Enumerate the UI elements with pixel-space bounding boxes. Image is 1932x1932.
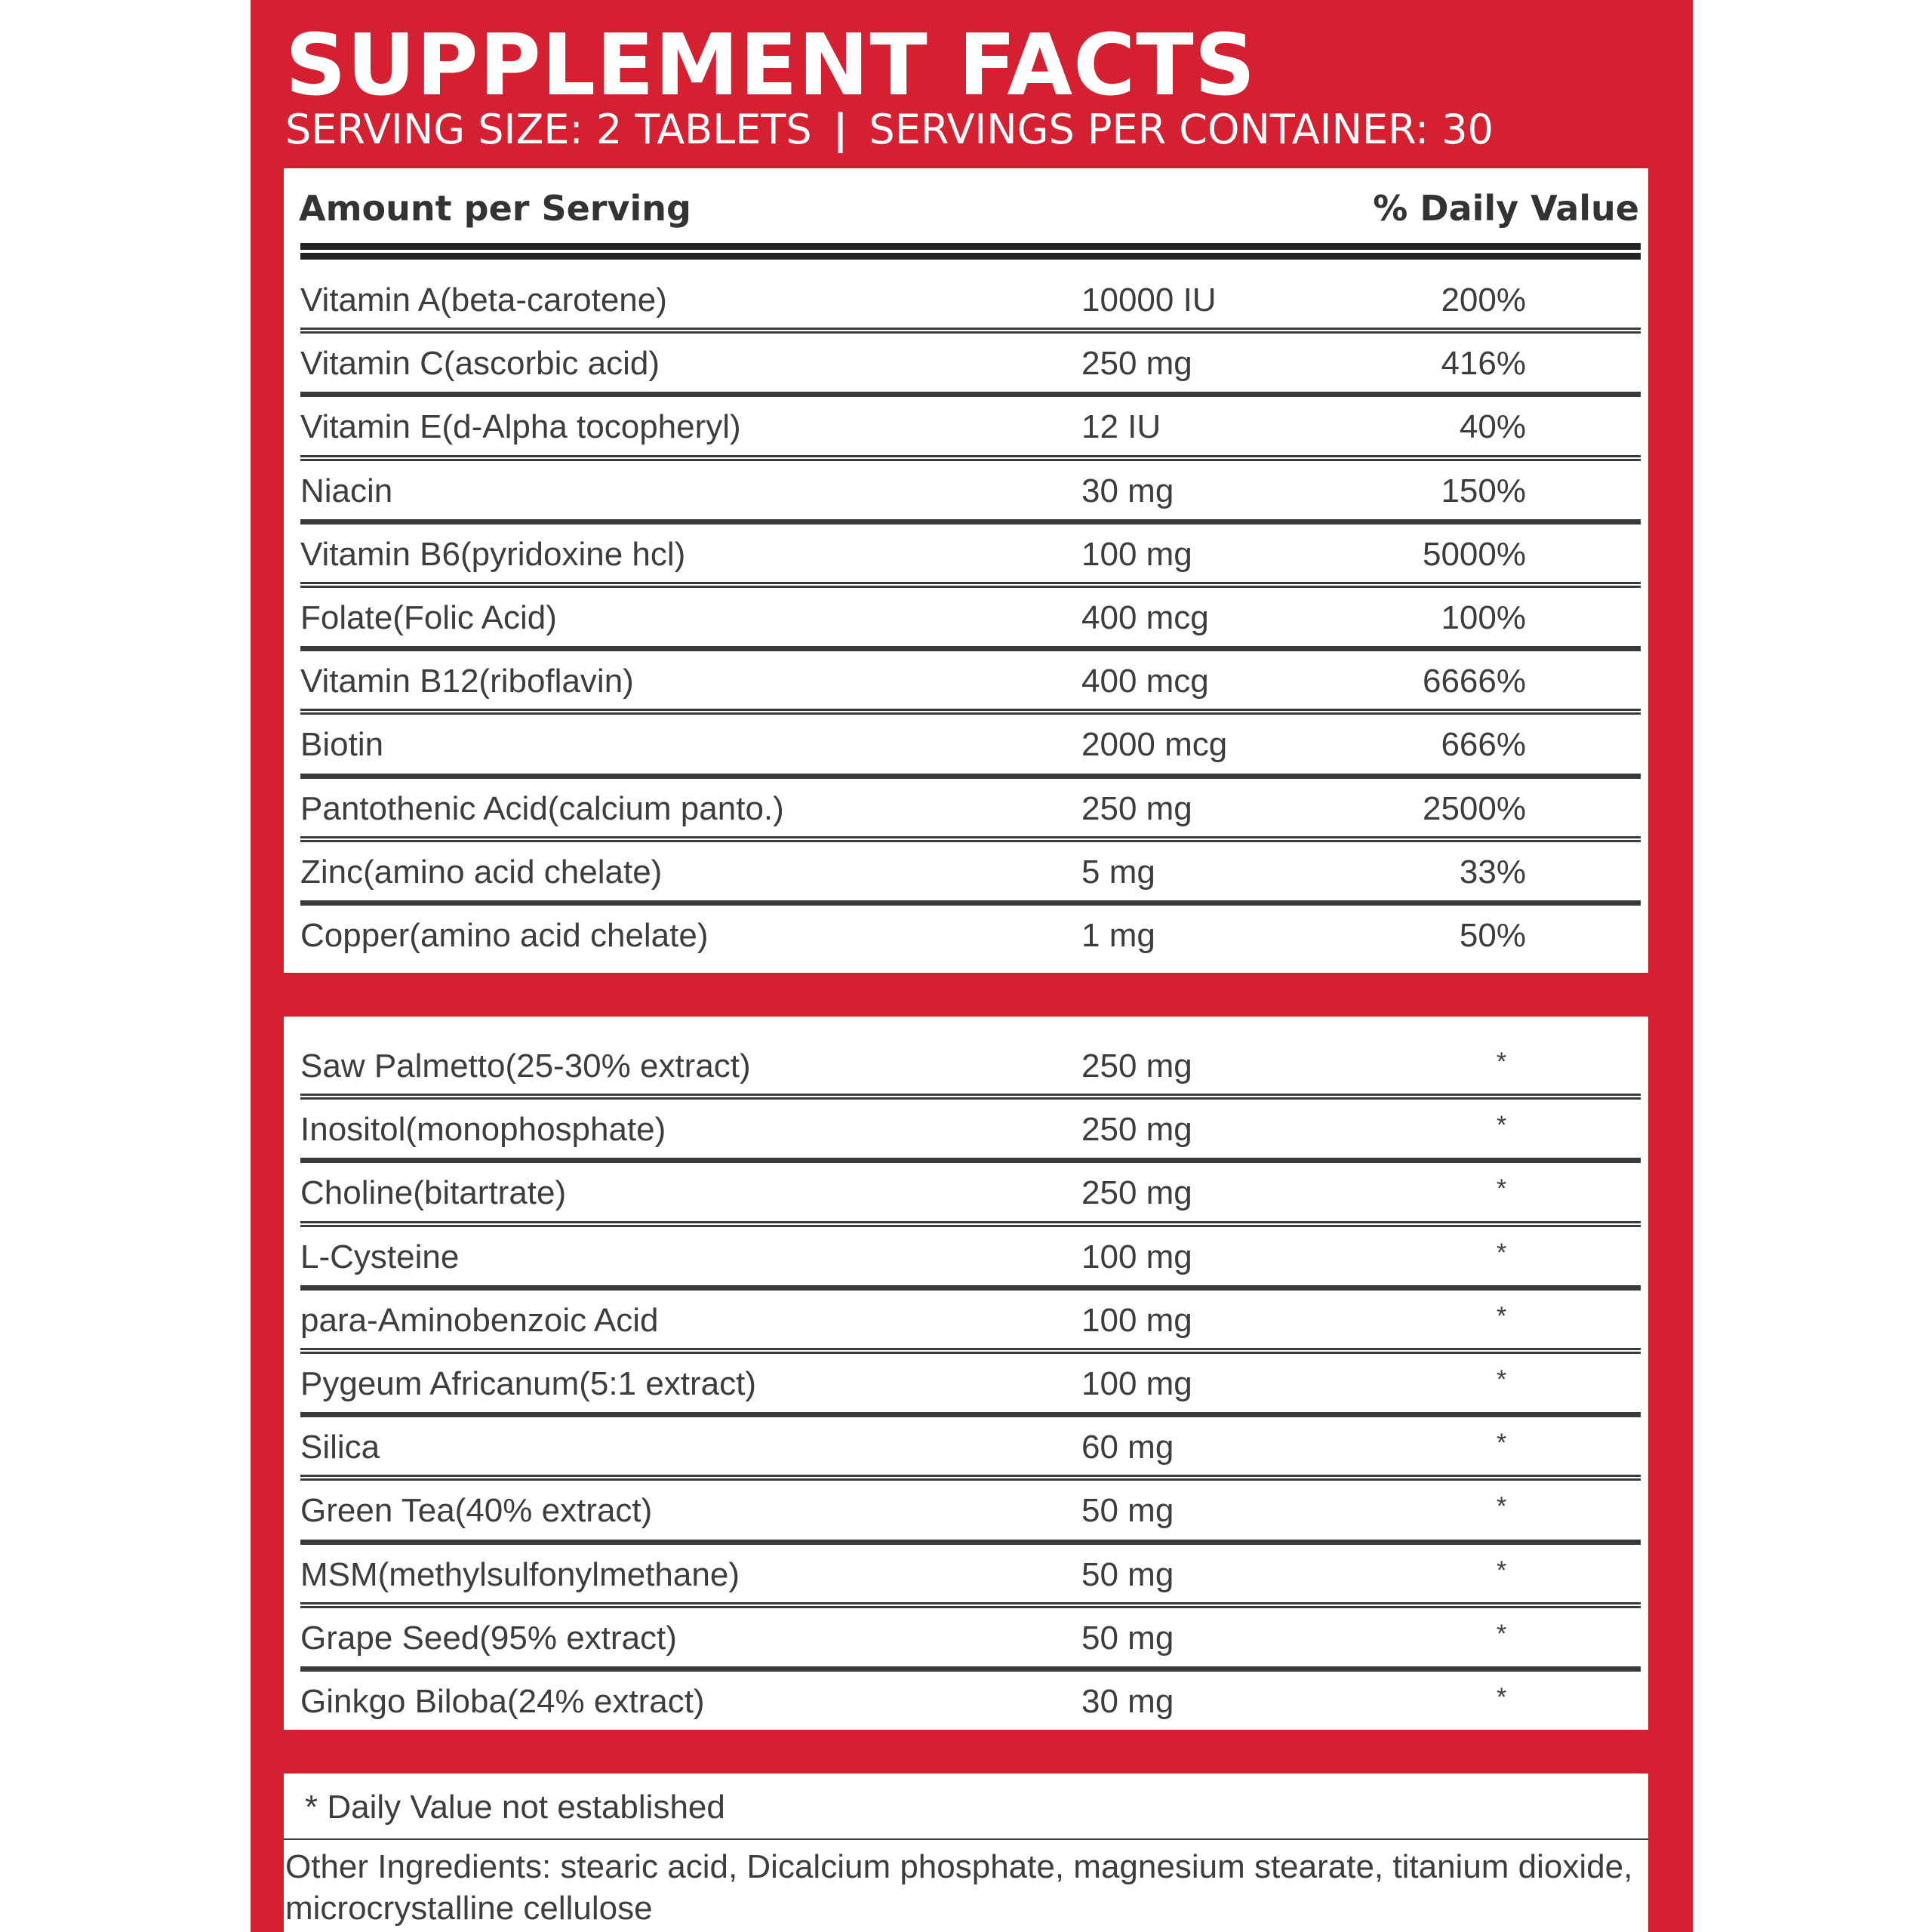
ingredient-amount: 250 mg: [1081, 789, 1192, 827]
ingredient-name: Vitamin A(beta-carotene): [300, 281, 667, 318]
vitamins-table: [284, 168, 1648, 973]
ingredient-daily-value: *: [1497, 1364, 1507, 1394]
ingredient-name: Biotin: [300, 726, 384, 764]
serving-info: [285, 106, 1494, 154]
servings-per-container: SERVINGS PER CONTAINER: 30: [869, 106, 1494, 153]
ingredient-daily-value: 33%: [1459, 853, 1526, 891]
ingredient-amount: 100 mg: [1081, 1301, 1192, 1339]
table-row: [300, 779, 1641, 842]
ingredient-amount: 100 mg: [1081, 535, 1192, 573]
ingredient-amount: 400 mcg: [1081, 598, 1209, 636]
ingredient-daily-value: 2500%: [1422, 789, 1526, 827]
ingredient-amount: 5 mg: [1081, 853, 1155, 891]
ingredient-daily-value: 416%: [1441, 345, 1526, 383]
footnote-box: [284, 1774, 1648, 1932]
ingredient-name: para-Aminobenzoic Acid: [300, 1301, 659, 1339]
ingredient-daily-value: 100%: [1441, 598, 1526, 636]
ingredient-name: MSM(methylsulfonylmethane): [300, 1555, 740, 1593]
table-row: [300, 1291, 1641, 1354]
ingredient-name: L-Cysteine: [300, 1238, 460, 1275]
ingredient-amount: 2000 mcg: [1081, 726, 1228, 764]
ingredient-daily-value: *: [1497, 1111, 1507, 1140]
ingredient-amount: 250 mg: [1081, 1111, 1192, 1149]
ingredient-daily-value: 6666%: [1422, 663, 1526, 700]
ingredient-amount: 50 mg: [1081, 1619, 1174, 1657]
header-divider: [300, 243, 1641, 260]
table-row: [300, 715, 1641, 778]
ingredient-name: Folate(Folic Acid): [300, 598, 557, 636]
ingredient-name: Green Tea(40% extract): [300, 1492, 653, 1530]
ingredient-daily-value: *: [1497, 1682, 1507, 1712]
ingredient-amount: 10000 IU: [1081, 281, 1217, 318]
footnote-divider: [284, 1838, 1648, 1840]
ingredient-name: Niacin: [300, 472, 393, 509]
ingredient-daily-value: *: [1497, 1429, 1507, 1458]
label-title: SUPPLEMENT FACTS: [285, 17, 1257, 115]
ingredient-daily-value: *: [1497, 1619, 1507, 1648]
table-row: [300, 1608, 1641, 1672]
table-row: [300, 1354, 1641, 1417]
ingredient-amount: 100 mg: [1081, 1238, 1192, 1275]
ingredient-name: Vitamin C(ascorbic acid): [300, 345, 660, 383]
table-row: [300, 1417, 1641, 1481]
ingredient-name: Copper(amino acid chelate): [300, 916, 709, 954]
ingredient-name: Vitamin B6(pyridoxine hcl): [300, 535, 686, 573]
table-row: [300, 1036, 1641, 1100]
ingredient-amount: 30 mg: [1081, 472, 1174, 509]
ingredient-daily-value: *: [1497, 1492, 1507, 1521]
daily-value-header: % Daily Value: [1373, 188, 1639, 229]
amount-per-serving-header: Amount per Serving: [299, 188, 691, 229]
table-row: [300, 1545, 1641, 1608]
ingredient-name: Pantothenic Acid(calcium panto.): [300, 789, 784, 827]
other-ingredients: Other Ingredients: stearic acid, Dicalcium phosphate, magnesium stearate, titanium dioxide, microcrystalline cellulose: [285, 1848, 1633, 1927]
ingredient-daily-value: 666%: [1441, 726, 1526, 764]
ingredient-name: Zinc(amino acid chelate): [300, 853, 663, 891]
table-row: [300, 270, 1641, 334]
ingredient-name: Pygeum Africanum(5:1 extract): [300, 1364, 757, 1402]
ingredient-amount: 30 mg: [1081, 1682, 1174, 1720]
ingredient-name: Silica: [300, 1429, 380, 1466]
ingredient-daily-value: *: [1497, 1238, 1507, 1267]
table-row: [300, 1481, 1641, 1544]
table-row: [300, 588, 1641, 651]
ingredient-name: Grape Seed(95% extract): [300, 1619, 677, 1657]
ingredient-daily-value: 150%: [1441, 472, 1526, 509]
vitamins-rows: [300, 270, 1641, 969]
ingredient-daily-value: 5000%: [1422, 535, 1526, 573]
ingredient-daily-value: 200%: [1441, 281, 1526, 318]
ingredient-daily-value: *: [1497, 1301, 1507, 1331]
ingredient-amount: 50 mg: [1081, 1492, 1174, 1530]
table-row: [300, 842, 1641, 906]
ingredient-daily-value: 50%: [1459, 916, 1526, 954]
table-row: [300, 906, 1641, 969]
ingredient-amount: 250 mg: [1081, 345, 1192, 383]
serving-separator: |: [832, 106, 848, 153]
ingredient-name: Ginkgo Biloba(24% extract): [300, 1682, 705, 1720]
ingredient-amount: 50 mg: [1081, 1555, 1174, 1593]
ingredient-daily-value: *: [1497, 1048, 1507, 1076]
ingredient-amount: 250 mg: [1081, 1174, 1192, 1212]
table-row: [300, 1227, 1641, 1291]
table-row: [300, 525, 1641, 588]
ingredient-name: Vitamin B12(riboflavin): [300, 663, 634, 700]
table-row: [300, 1163, 1641, 1226]
ingredient-name: Vitamin E(d-Alpha tocopheryl): [300, 408, 741, 446]
serving-size: SERVING SIZE: 2 TABLETS: [285, 106, 812, 153]
table-row: [300, 334, 1641, 397]
table-row: [300, 397, 1641, 460]
daily-value-footnote: * Daily Value not established: [305, 1789, 725, 1826]
table-row: [300, 1100, 1641, 1163]
ingredient-daily-value: *: [1497, 1174, 1507, 1204]
ingredient-name: Inositol(monophosphate): [300, 1111, 666, 1149]
table-row: [300, 651, 1641, 715]
ingredient-amount: 60 mg: [1081, 1429, 1174, 1466]
ingredient-amount: 400 mcg: [1081, 663, 1209, 700]
table-row: [300, 461, 1641, 525]
ingredient-amount: 1 mg: [1081, 916, 1155, 954]
ingredient-amount: 100 mg: [1081, 1364, 1192, 1402]
ingredient-amount: 250 mg: [1081, 1048, 1192, 1084]
ingredient-daily-value: *: [1497, 1555, 1507, 1585]
table-row: [300, 1672, 1641, 1735]
ingredient-daily-value: 40%: [1459, 408, 1526, 446]
ingredient-name: Saw Palmetto(25-30% extract): [300, 1048, 751, 1084]
other-actives-table: [284, 1017, 1648, 1730]
ingredient-name: Choline(bitartrate): [300, 1174, 567, 1212]
ingredient-amount: 12 IU: [1081, 408, 1161, 446]
other-actives-rows: [300, 1036, 1641, 1735]
